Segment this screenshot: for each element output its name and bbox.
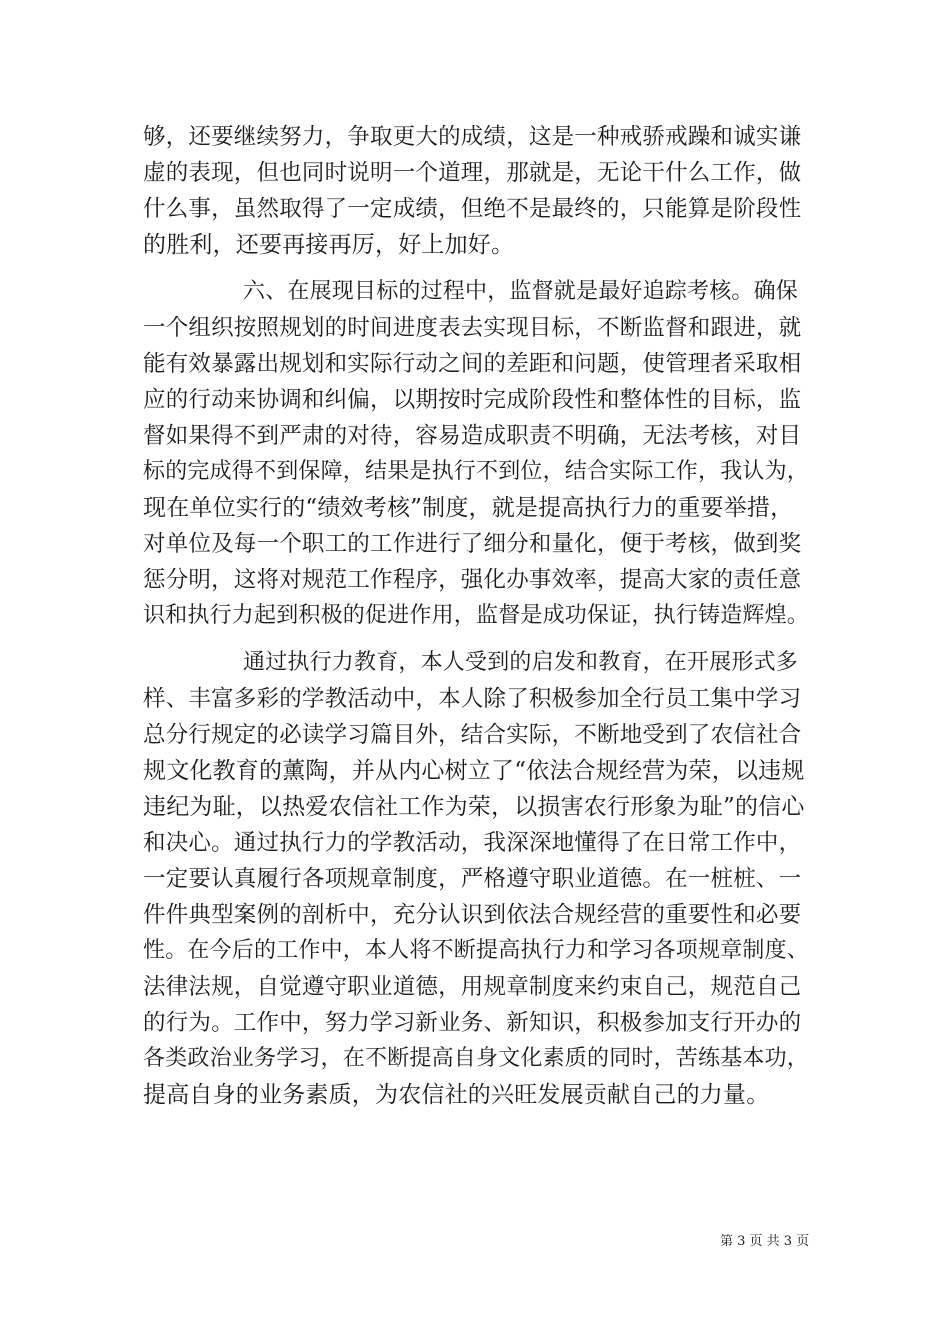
text-line: 什么事，虽然取得了一定成绩，但绝不是最终的，只能算是阶段性 <box>143 196 802 222</box>
text-line: 的行为。工作中，努力学习新业务、新知识，积极参加支行开办的 <box>143 1010 802 1036</box>
text-line: 对单位及每一个职工的工作进行了细分和量化，便于考核，做到奖 <box>143 531 802 557</box>
text-line: 一定要认真履行各项规章制度，严格遵守职业道德。在一桩桩、一 <box>143 866 802 892</box>
text-line: 违纪为耻，以热爱农信社工作为荣，以损害农行形象为耻”的信心 <box>143 794 805 820</box>
text-line: 够，还要继续努力，争取更大的成绩，这是一种戒骄戒躁和诚实谦 <box>143 124 802 150</box>
text-line: 总分行规定的必读学习篇目外，结合实际，不断地受到了农信社合 <box>143 722 802 748</box>
text-line: 性。在今后的工作中，本人将不断提高执行力和学习各项规章制度、 <box>143 938 810 963</box>
text-line: 提高自身的业务素质，为农信社的兴旺发展贡献自己的力量。 <box>143 1082 770 1108</box>
text-line: 法律法规，自觉遵守职业道德，用规章制度来约束自己，规范自己 <box>143 974 802 1000</box>
text-line: 识和执行力起到积极的促进作用，监督是成功保证，执行铸造辉煌。 <box>143 603 810 628</box>
text-line: 样、丰富多彩的学教活动中，本人除了积极参加全行员工集中学习 <box>143 686 802 712</box>
text-line: 和决心。通过执行力的学教活动，我深深地懂得了在日常工作中， <box>143 830 802 856</box>
page-number-footer: 第 3 页 共 3 页 <box>720 1234 810 1249</box>
text-line: 规文化教育的薰陶，并从内心树立了“依法合规经营为荣，以违规 <box>143 758 805 784</box>
paragraph-six-start: 六、在展现目标的过程中，监督就是最好追踪考核。确保 <box>243 279 799 304</box>
paragraph-education-start: 通过执行力教育，本人受到的启发和教育，在开展形式多 <box>243 650 799 675</box>
text-line: 应的行动来协调和纠偏，以期按时完成阶段性和整体性的目标，监 <box>143 387 802 413</box>
text-line: 虚的表现，但也同时说明一个道理，那就是，无论干什么工作，做 <box>143 160 802 186</box>
text-line: 一个组织按照规划的时间进度表去实现目标，不断监督和跟进，就 <box>143 315 802 341</box>
text-line: 标的完成得不到保障，结果是执行不到位，结合实际工作，我认为， <box>143 459 810 484</box>
text-line: 督如果得不到严肃的对待，容易造成职责不明确，无法考核，对目 <box>143 423 802 449</box>
text-line: 的胜利，还要再接再厉，好上加好。 <box>143 232 515 258</box>
text-line: 件件典型案例的剖析中，充分认识到依法合规经营的重要性和必要 <box>143 902 802 928</box>
text-line: 能有效暴露出规划和实际行动之间的差距和问题，使管理者采取相 <box>143 351 802 377</box>
text-line: 现在单位实行的“绩效考核”制度，就是提高执行力的重要举措， <box>143 495 794 521</box>
text-line: 惩分明，这将对规范工作程序，强化办事效率，提高大家的责任意 <box>143 567 802 593</box>
text-line: 各类政治业务学习，在不断提高自身文化素质的同时，苦练基本功， <box>143 1046 810 1071</box>
